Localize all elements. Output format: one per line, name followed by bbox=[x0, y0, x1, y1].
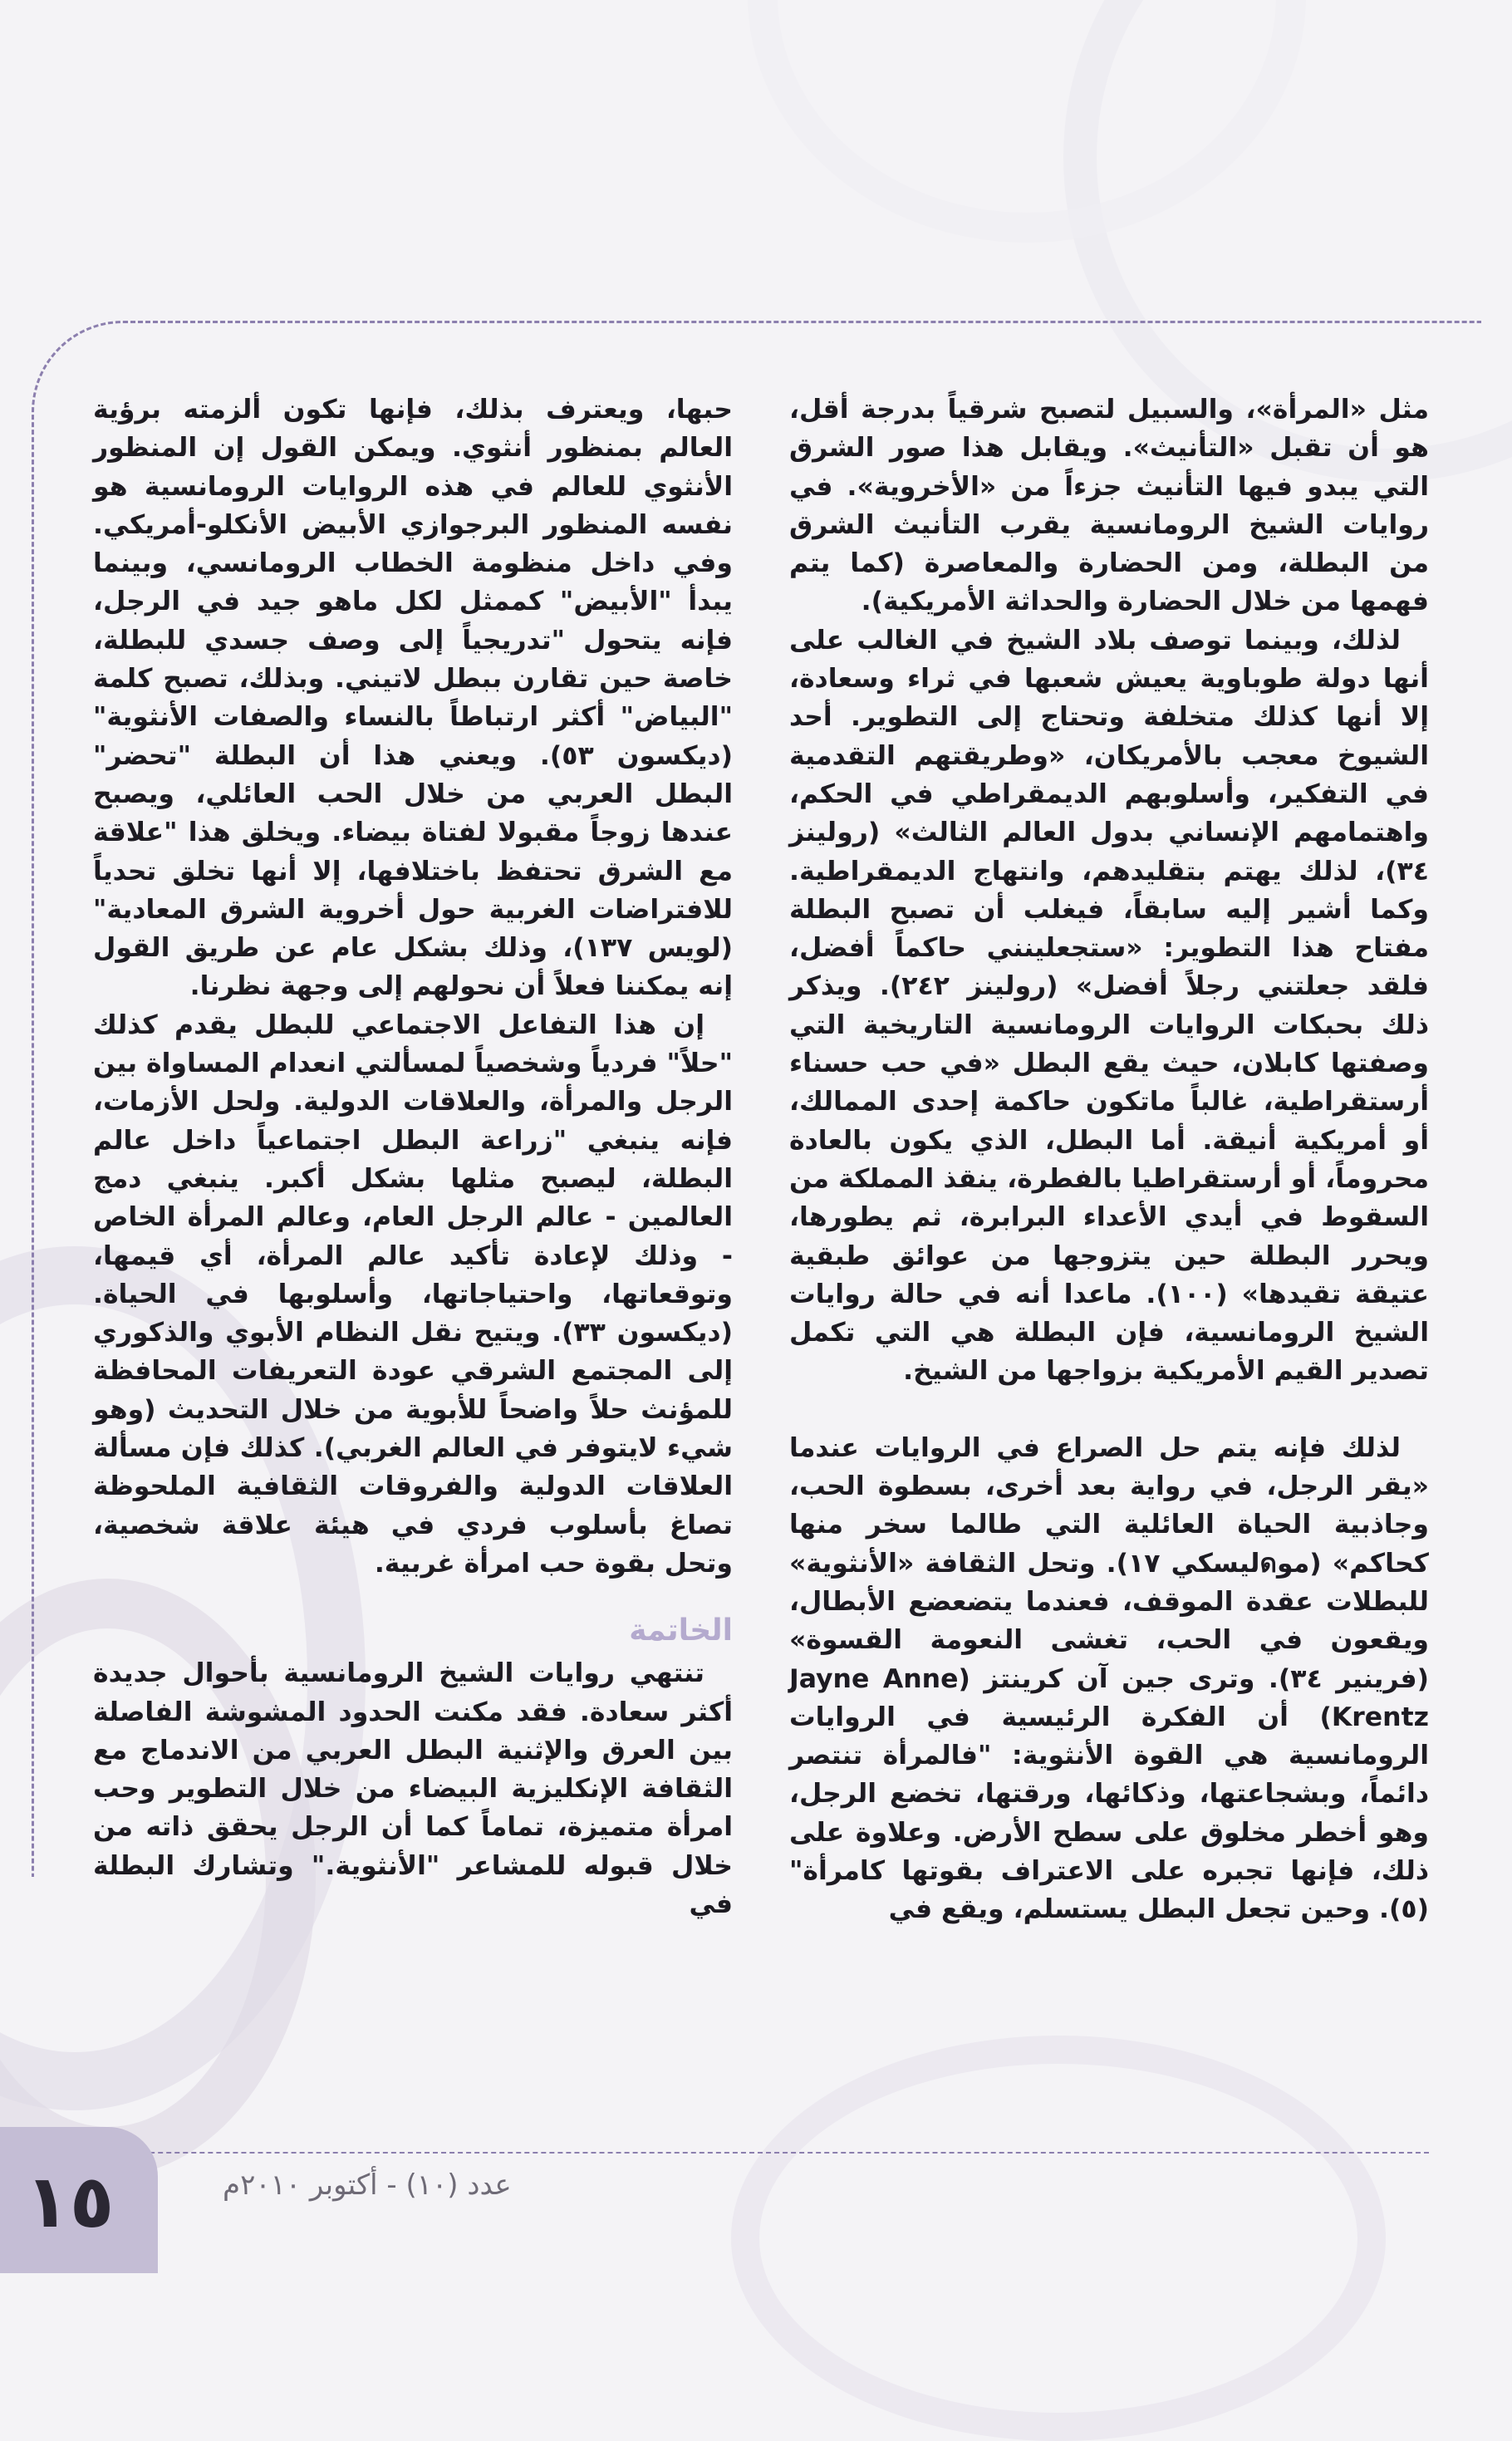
paragraph: مثل «المرأة»، والسبيل لتصبح شرقياً بدرجة أقل، هو أن تقبل «التأنيث». ويقابل هذا صور الشرق التي يبدو فيها التأنيث جزءاً من «الأخروية». في روايات الشيخ الرومانسية يقرب التأنيث الشرق من البطلة، ومن الحضارة والمعاصرة (كما يتم فهمها من خلال الحضارة والحداثة الأمريكية). bbox=[789, 395, 1429, 617]
right-column bbox=[789, 390, 1430, 1925]
article-body bbox=[93, 390, 1430, 1925]
paragraph: لذلك، وبينما توصف بلاد الشيخ في الغالب على أنها دولة طوباوية يعيش شعبها في ثراء وسعادة، إلا أنها كذلك متخلفة وتحتاج إلى التطوير. أحد الشيوخ معجب بالأمريكان، «وطريقتهم التقدمية في التفكير، وأسلوبهم الديمقراطي في الحكم، واهتمامهم الإنساني بدول العالم الثالث» (رولينز ٣٤)، لذلك يهتم بتقليدهم، وانتهاج الديمقراطية. وكما أشير إليه سابقاً، فيغلب أن تصبح البطلة مفتاح هذا التطوير: «ستجعلينني حاكماً أفضل، فلقد جعلتني رجلاً أفضل» (رولينز ٢٤٢). ويذكر ذلك بحبكات الروايات الرومانسية التاريخية التي وصفتها كابلان، حيث يقع البطل «في حب حسناء أرستقراطية، غالباً ماتكون حاكمة إحدى الممالك، أو أمريكية أنيقة. أما البطل، الذي يكون بالعادة محروماً، أو أرستقراطيا بالفطرة، ينقذ المملكة من السقوط في أيدي الأعداء البرابرة، ثم يطورها، ويحرر البطلة حين يتزوجها من عوائق طبقية عتيقة تقيدها» (١٠٠). ماعدا أنه في حالة روايات الشيخ الرومانسية، فإن البطلة هي التي تكمل تصدير القيم الأمريكية بزواجها من الشيخ. bbox=[789, 625, 1429, 1387]
footer-divider bbox=[100, 2152, 1429, 2154]
section-heading: الخاتمة bbox=[629, 1613, 733, 1648]
issue-info: عدد (١٠) - أكتوبر ٢٠١٠م bbox=[223, 2168, 512, 2202]
page-number: ١٥ bbox=[25, 2159, 115, 2244]
paragraph: تنتهي روايات الشيخ الرومانسية بأحوال جديدة أكثر سعادة. فقد مكنت الحدود المشوشة الفاصلة بين العرق والإثنية البطل العربي من الاندماج مع الثقافة الإنكليزية البيضاء من خلال التطوير وحب امرأة متميزة، تماماً كما أن الرجل يحقق ذاته من خلال قبوله للمشاعر "الأنثوية." وتشارك البطلة في bbox=[93, 1658, 733, 1919]
background-ornament bbox=[731, 2036, 1386, 2441]
paragraph: لذلك فإنه يتم حل الصراع في الروايات عندما «يقر الرجل، في رواية بعد أخرى، بسطوة الحب، وجاذبية الحياة العائلية التي طالما سخر منها كحاكم» (موดليسكي ١٧). وتحل الثقافة «الأنثوية» للبطلات عقدة الموقف، فعندما يتضعضع الأبطال، ويقعون في الحب، تغشى النعومة القسوة» (فرينير ٣٤). وترى جين آن كرينتز (Jayne Anne Krentz) أن الفكرة الرئيسية في الروايات الرومانسية هي القوة الأنثوية: "فالمرأة تنتصر دائماً، وبشجاعتها، وذكائها، ورقتها، تخضع الرجل، وهو أخطر مخلوق على سطح الأرض. وعلاوة على ذلك، فإنها تجبره على الاعتراف بقوتها كامرأة" (٥). وحين تجعل البطل يستسلم، ويقع في bbox=[789, 1432, 1430, 1925]
paragraph: حبها، ويعترف بذلك، فإنها تكون ألزمته برؤية العالم بمنظور أنثوي. ويمكن القول إن المنظور الأنثوي للعالم في هذه الروايات الرومانسية هو نفسه المنظور البرجوازي الأبيض الأنكلو-أمريكي. وفي داخل منظومة الخطاب الرومانسي، وبينما يبدأ "الأبيض" كممثل لكل ماهو جيد في الرجل، فإنه يتحول "تدريجياً إلى وصف جسدي للبطلة، خاصة حين تقارن ببطل لاتيني. وبذلك، تصبح كلمة "البياض" أكثر ارتباطاً بالنساء والصفات الأنثوية" (ديكسون ٥٣). ويعني هذا أن البطلة "تحضر" البطل العربي من خلال الحب العائلي، ويصبح عندها زوجاً مقبولا لفتاة بيضاء. ويخلق هذا "علاقة مع الشرق تحتفظ باختلافها، إلا أنها تخلق تحدياً للافتراضات الغربية حول أخروية الشرق المعادية" (لويس ١٣٧)، وذلك بشكل عام عن طريق القول إنه يمكننا فعلاً أن نحولهم إلى وجهة نظرنا. bbox=[93, 395, 734, 1002]
paragraph: إن هذا التفاعل الاجتماعي للبطل يقدم كذلك "حلاً" فردياً وشخصياً لمسألتي انعدام المساواة بين الرجل والمرأة، والعلاقات الدولية. ولحل الأزمات، فإنه ينبغي "زراعة البطل اجتماعياً داخل عالم البطلة، ليصبح مثلها بشكل أكبر. ينبغي دمج العالمين - عالم الرجل العام، وعالم المرأة الخاص - وذلك لإعادة تأكيد عالم المرأة، أي قيمها، وتوقعاتها، واحتياجاتها، وأسلوبها في الحياة. (ديكسون ٣٣). ويتيح نقل النظام الأبوي والذكوري إلى المجتمع الشرقي عودة التعريفات المحافظة للمؤنث حلاً واضحاً للأبوية من خلال التحديث (وهو شيء لايتوفر في العالم الغربي). كذلك فإن مسألة العلاقات الدولية والفروقات الثقافية الملحوظة تصاغ بأسلوب فردي في هيئة علاقة شخصية، وتحل بقوة حب امرأة غربية. bbox=[93, 1009, 733, 1579]
left-column bbox=[93, 390, 734, 1919]
